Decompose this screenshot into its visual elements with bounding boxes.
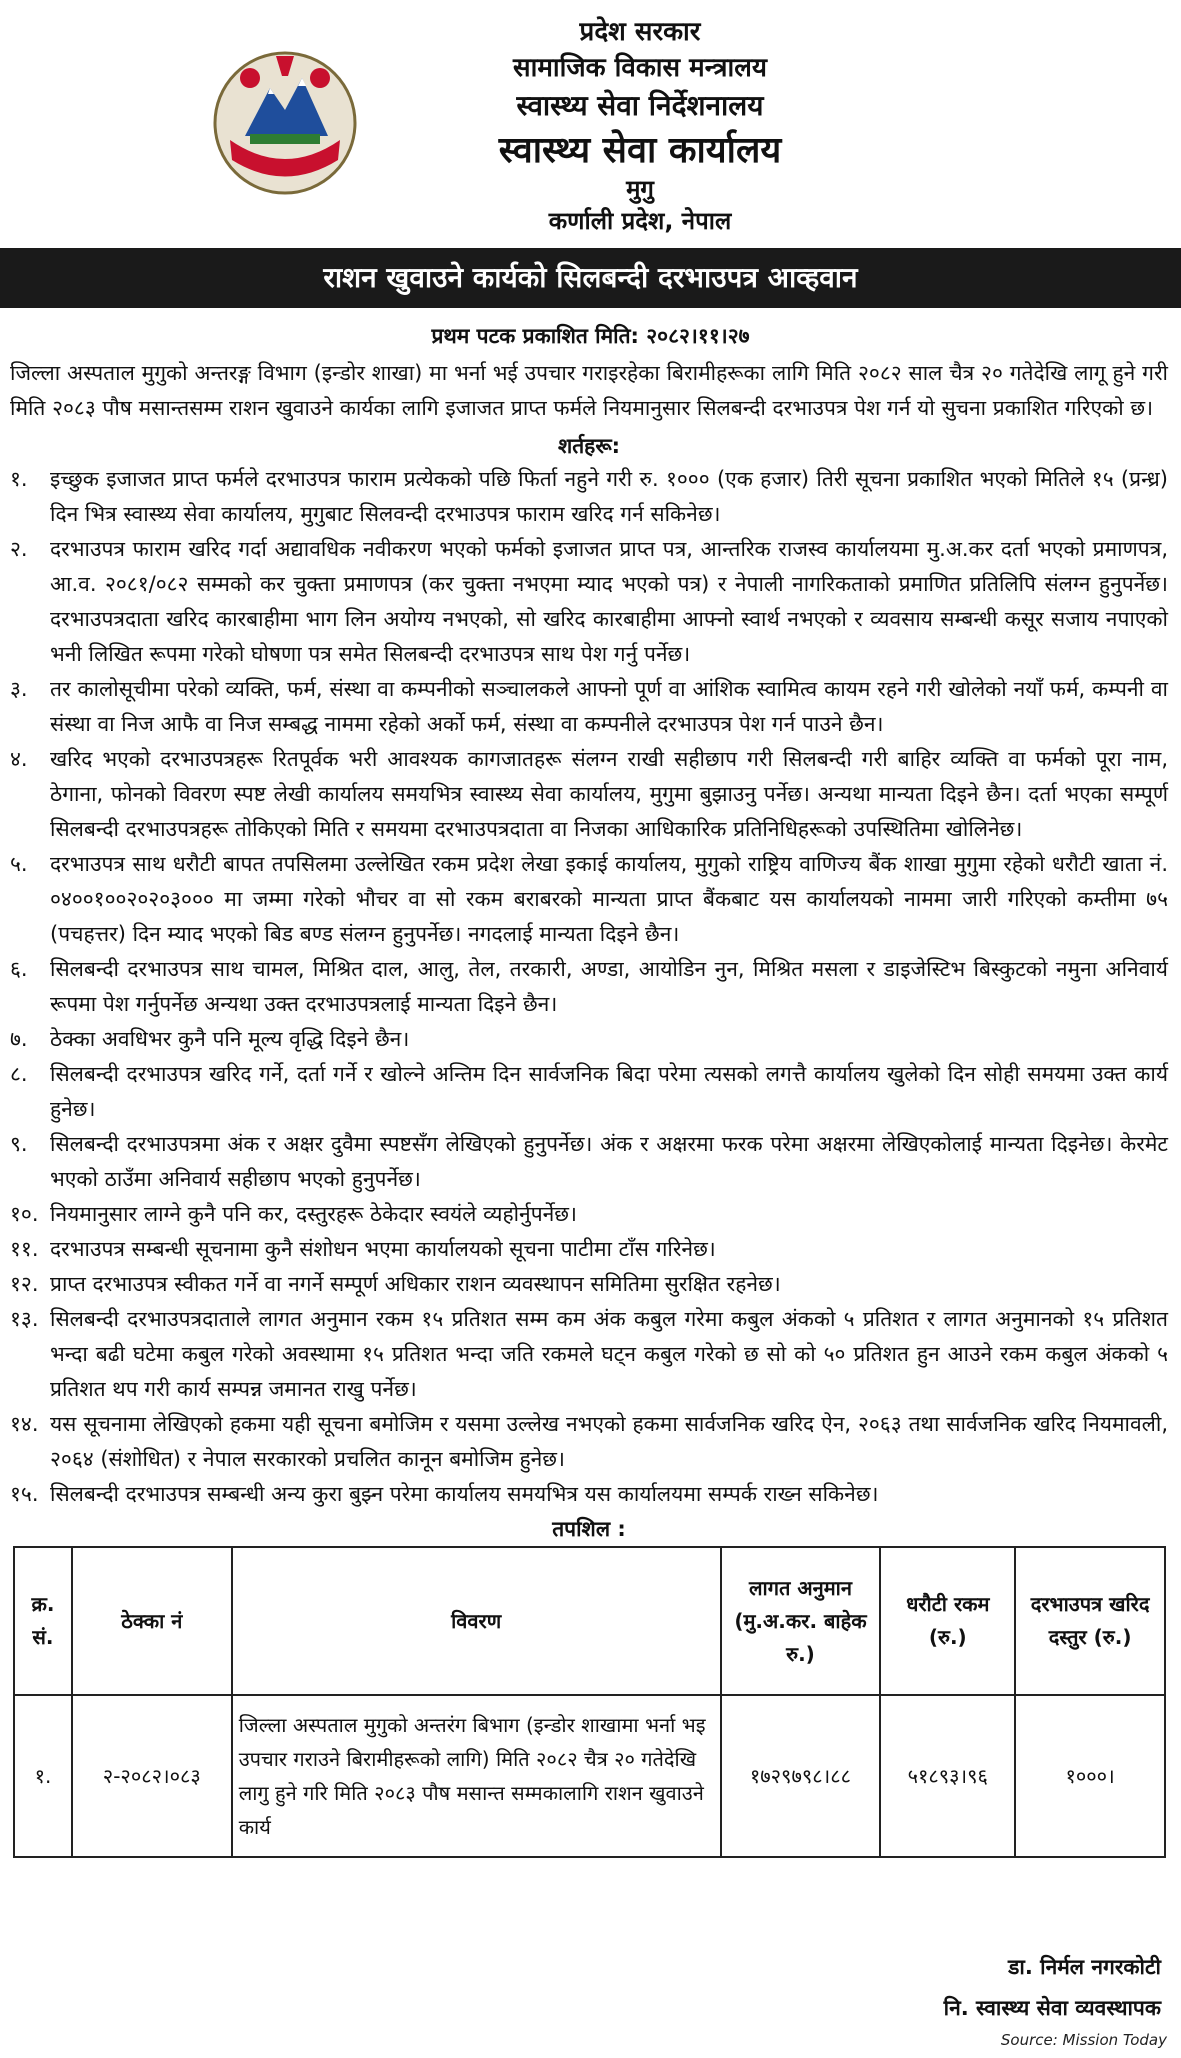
condition-item [10, 952, 1168, 1022]
schedule-table [13, 1546, 1166, 1858]
condition-number: ८. [10, 1062, 28, 1086]
condition-number: ११. [10, 1237, 39, 1261]
condition-number: ४. [10, 747, 28, 771]
condition-item [10, 462, 1168, 532]
condition-text: दरभाउपत्र फाराम खरिद गर्दा अद्यावधिक नवीकरण भएको फर्मको इजाजत प्राप्त पत्र, आन्तरिक राजस्व कार्यालयमा मु.अ.कर दर्ता भएको प्रमाणपत्र, आ.व. २०८१/०८२ सम्मको कर चुक्ता प्रमाणपत्र (कर चुक्ता नभएमा म्याद भएको पत्र) र नेपाली नागरिकताको प्रमाणित प्रतिलिपि संलग्न हुनुपर्नेछ। दरभाउपत्रदाता खरिद कारबाहीमा भाग लिन अयोग्य नभएको, सो खरिद कारबाहीमा आफ्नो स्वार्थ नभएको र व्यवसाय सम्बन्धी कसूर सजाय नपाएको भनी लिखित रूपमा गरेको घोषणा पत्र समेत सिलबन्दी दरभाउपत्र साथ पेश गर्नु पर्नेछ। [50, 537, 1168, 666]
condition-text: तर कालोसूचीमा परेको व्यक्ति, फर्म, संस्था वा कम्पनीको सञ्चालकले आफ्नो पूर्ण वा आंशिक स्वामित्व कायम रहने गरी खोलेको नयाँ फर्म, कम्पनी वा संस्था वा निज आफै वा निज सम्बद्ध नाममा रहेको अर्को फर्म, संस्था वा कम्पनीले दरभाउपत्र पेश गर्न पाउने छैन। [50, 677, 1168, 736]
source-credit: Source: Mission Today [1000, 2031, 1167, 2049]
notice-title-banner: राशन खुवाउने कार्यको सिलबन्दी दरभाउपत्र आव्हवान [0, 248, 1181, 308]
col-form-fee: दरभाउपत्र खरिद दस्तुर (रु.) [1015, 1547, 1165, 1695]
condition-item [10, 1232, 1168, 1267]
col-description: विवरण [232, 1547, 721, 1695]
condition-number: १४. [10, 1412, 39, 1436]
condition-number: १२. [10, 1272, 39, 1296]
cell-cost-estimate: १७२९७९८।८८ [721, 1695, 881, 1857]
condition-text: सिलबन्दी दरभाउपत्र साथ चामल, मिश्रित दाल, आलु, तेल, तरकारी, अण्डा, आयोडिन नुन, मिश्रित मसला र डाइजेस्टिभ बिस्कुटको नमुना अनिवार्य रूपमा पेश गर्नुपर्नेछ अन्यथा उक्त दरभाउपत्रलाई मान्यता दिइने छैन। [50, 957, 1168, 1016]
cell-contract-no: २-२०८२।०८३ [72, 1695, 232, 1857]
intro-paragraph: जिल्ला अस्पताल मुगुको अन्तरङ्ग विभाग (इन्डोर शाखा) मा भर्ना भई उपचार गराइरहेका बिरामीहरूका लागि मिति २०८२ साल चैत्र २० गतेदेखि लागू हुने गरी मिति २०८३ पौष मसान्तसम्म राशन खुवाउने कार्यका लागि इजाजत प्राप्त फर्मले नियमानुसार सिलबन्दी दरभाउपत्र पेश गर्न यो सुचना प्रकाशित गरिएको छ। [10, 361, 1168, 420]
notice-body [10, 356, 1168, 1858]
condition-text: सिलबन्दी दरभाउपत्र सम्बन्धी अन्य कुरा बुझ्न परेमा कार्यालय समयभित्र यस कार्यालयमा सम्पर्क राख्न सकिनेछ। [50, 1482, 879, 1506]
signatory-title: नि. स्वास्थ्य सेवा व्यवस्थापक [943, 1996, 1161, 2020]
condition-text: दरभाउपत्र साथ धरौटी बापत तपसिलमा उल्लेखित रकम प्रदेश लेखा इकाई कार्यालय, मुगुको राष्ट्रिय वाणिज्य बैंक शाखा मुगुमा रहेको धरौटी खाता नं. ०४००१००२०२०३००० मा जम्मा गरेको भौचर वा सो रकम बराबरको मान्यता प्राप्त बैंकबाट यस कार्यालयको नाममा जारी गरिएको कम्तीमा ७५ (पचहत्तर) दिन म्याद भएको बिड बण्ड संलग्न हुनुपर्नेछ। नगदलाई मान्यता दिइने छैन। [50, 852, 1168, 946]
condition-item [10, 1407, 1168, 1477]
published-date: प्रथम पटक प्रकाशित मिति: २०८२।११।२७ [431, 324, 750, 348]
condition-item [10, 1302, 1168, 1407]
header-directorate: स्वास्थ्य सेवा निर्देशनालय [516, 89, 764, 122]
condition-item [10, 1267, 1168, 1302]
condition-item [10, 532, 1168, 672]
condition-number: ६. [10, 957, 28, 981]
condition-text: सिलबन्दी दरभाउपत्रदाताले लागत अनुमान रकम १५ प्रतिशत सम्म कम अंक कबुल गरेमा कबुल अंकको ५ प्रतिशत र लागत अनुमानको १५ प्रतिशत भन्दा बढी घटेमा कबुल गरेको अवस्थामा १५ प्रतिशत भन्दा जति रकमले घट्न कबुल गरेको छ सो को ५० प्रतिशत हुन आउने रकम कबुल अंकको ५ प्रतिशत थप गरी कार्य सम्पन्न जमानत राखु पर्नेछ। [50, 1307, 1168, 1401]
condition-item [10, 1022, 1168, 1057]
col-bid-bond: धरौटी रकम (रु.) [880, 1547, 1015, 1695]
condition-number: ५. [10, 852, 28, 876]
condition-text: यस सूचनामा लेखिएको हकमा यही सूचना बमोजिम र यसमा उल्लेख नभएको हकमा सार्वजनिक खरिद ऐन, २०६३ तथा सार्वजनिक खरिद नियमावली, २०६४ (संशोधित) र नेपाल सरकारको प्रचलित कानून बमोजिम हुनेछ। [50, 1412, 1168, 1471]
condition-text: सिलबन्दी दरभाउपत्र खरिद गर्ने, दर्ता गर्ने र खोल्ने अन्तिम दिन सार्वजनिक बिदा परेमा त्यसको लगत्तै कार्यालय खुलेको दिन सोही समयमा उक्त कार्य हुनेछ। [50, 1062, 1168, 1121]
condition-number: ३. [10, 677, 28, 701]
condition-number: ९. [10, 1132, 28, 1156]
condition-text: ठेक्का अवधिभर कुनै पनि मूल्य वृद्धि दिइने छैन। [50, 1027, 410, 1051]
table-row [14, 1695, 1165, 1857]
letterhead [0, 0, 1181, 240]
condition-item [10, 1127, 1168, 1197]
condition-text: सिलबन्दी दरभाउपत्रमा अंक र अक्षर दुवैमा स्पष्टसँग लेखिएको हुनुपर्नेछ। अंक र अक्षरमा फरक परेमा अक्षरमा लेखिएकोलाई मान्यता दिइनेछ। केरमेट भएको ठाउँमा अनिवार्य सहीछाप भएको हुनुपर्नेछ। [50, 1132, 1168, 1191]
conditions-heading: शर्तहरू: [557, 434, 621, 458]
condition-text: इच्छुक इजाजत प्राप्त फर्मले दरभाउपत्र फाराम प्रत्येकको पछि फिर्ता नहुने गरी रु. १००० (एक हजार) तिरी सूचना प्रकाशित भएको मितिले १५ (प्रन्ध्र) दिन भित्र स्वास्थ्य सेवा कार्यालय, मुगुबाट सिलवन्दी दरभाउपत्र फाराम खरिद गर्न सकिनेछ। [50, 467, 1168, 526]
header-office: स्वास्थ्य सेवा कार्यालय [498, 130, 782, 171]
cell-form-fee: १०००। [1015, 1695, 1165, 1857]
header-ministry: सामाजिक विकास मन्त्रालय [513, 53, 767, 83]
condition-item [10, 742, 1168, 847]
schedule-heading: तपशिल : [552, 1517, 626, 1541]
condition-text: नियमानुसार लाग्ने कुनै पनि कर, दस्तुरहरू ठेकेदार स्वयंले व्यहोर्नुपर्नेछ। [50, 1202, 577, 1226]
condition-item [10, 1197, 1168, 1232]
cell-description: जिल्ला अस्पताल मुगुको अन्तरंग बिभाग (इन्डोर शाखामा भर्ना भइ उपचार गराउने बिरामीहरूको लागि) मिति २०८२ चैत्र २० गतेदेखि लागु हुने गरि मिति २०८३ पौष मसान्त सम्मकालागि राशन खुवाउने कार्य [232, 1695, 721, 1857]
condition-text: खरिद भएको दरभाउपत्रहरू रितपूर्वक भरी आवश्यक कागजातहरू संलग्न राखी सहीछाप गरी सिलबन्दी गरी बाहिर व्यक्ति वा फर्मको पूरा नाम, ठेगाना, फोनको विवरण स्पष्ट लेखी कार्यालय समयभित्र स्वास्थ्य सेवा कार्यालय, मुगुमा बुझाउनु पर्नेछ। अन्यथा मान्यता दिइने छैन। दर्ता भएका सम्पूर्ण सिलबन्दी दरभाउपत्रहरू तोकिएको मिति र समयमा दरभाउपत्रदाता वा निजका आधिकारिक प्रतिनिधिहरूको उपस्थितिमा खोलिनेछ। [50, 747, 1168, 841]
condition-number: १०. [10, 1202, 39, 1226]
condition-number: १. [10, 467, 28, 491]
condition-number: १५. [10, 1482, 39, 1506]
nepal-emblem-icon [210, 48, 360, 198]
header-district: मुगु [626, 175, 654, 203]
table-header-row [14, 1547, 1165, 1695]
col-serial: क्र. सं. [14, 1547, 72, 1695]
condition-number: ७. [10, 1027, 28, 1051]
condition-item [10, 1477, 1168, 1512]
condition-item [10, 1057, 1168, 1127]
header-province: कर्णाली प्रदेश, नेपाल [548, 207, 732, 235]
condition-number: २. [10, 537, 28, 561]
cell-serial: १. [14, 1695, 72, 1857]
condition-text: प्राप्त दरभाउपत्र स्वीकत गर्ने वा नगर्ने सम्पूर्ण अधिकार राशन व्यवस्थापन समितिमा सुरक्षित रहनेछ। [50, 1272, 781, 1296]
condition-text: दरभाउपत्र सम्बन्धी सूचनामा कुनै संशोधन भएमा कार्यालयको सूचना पाटीमा टाँस गरिनेछ। [50, 1237, 716, 1261]
col-contract-no: ठेक्का नं [72, 1547, 232, 1695]
condition-item [10, 672, 1168, 742]
col-cost-estimate: लागत अनुमान (मु.अ.कर. बाहेक रु.) [721, 1547, 881, 1695]
cell-bid-bond: ५१८९३।९६ [880, 1695, 1015, 1857]
condition-item [10, 847, 1168, 952]
signatory-name: डा. निर्मल नगरकोटी [1008, 1955, 1161, 1979]
condition-number: १३. [10, 1307, 39, 1331]
header-province-government: प्रदेश सरकार [579, 17, 701, 47]
